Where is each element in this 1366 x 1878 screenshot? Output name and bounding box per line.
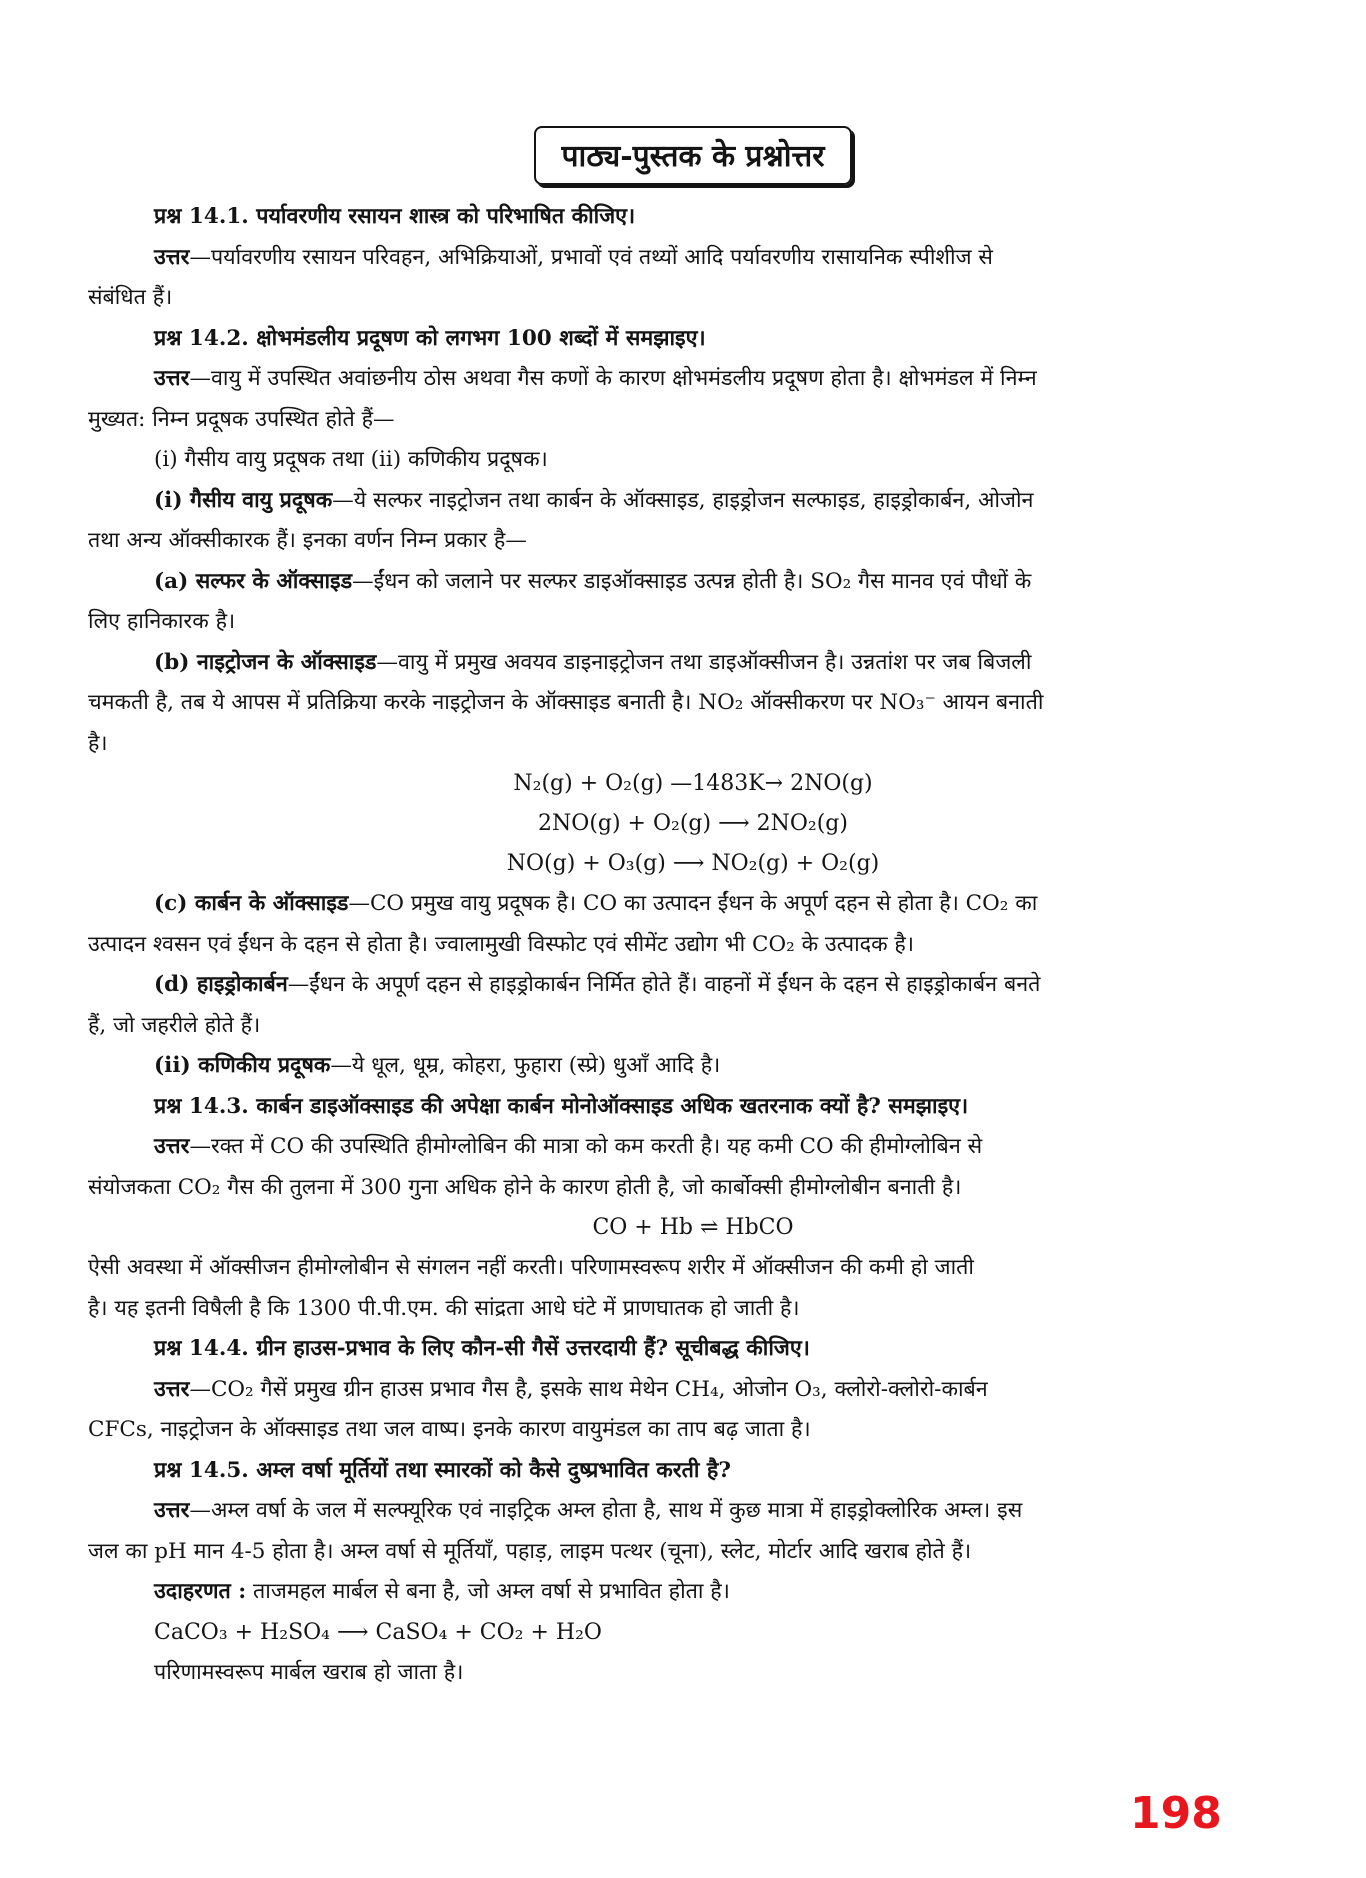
- page-title: पाठ्य-पुस्तक के प्रश्नोत्तर: [534, 126, 853, 185]
- line-text: —CO प्रमुख वायु प्रदूषक है। CO का उत्पादन ईंधन के अपूर्ण दहन से होता है। CO₂ का: [348, 891, 1038, 916]
- bold-lead: (b) नाइट्रोजन के ऑक्साइड: [154, 649, 377, 675]
- text-line: [88, 1329, 1298, 1370]
- bold-lead: (c) कार्बन के ऑक्साइड: [154, 891, 349, 916]
- text-line: [88, 1248, 1298, 1289]
- line-text: संबंधित हैं।: [88, 285, 173, 310]
- text-line: [88, 602, 1298, 643]
- text-line: [88, 481, 1298, 522]
- line-text: तथा अन्य ऑक्सीकारक हैं। इनका वर्णन निम्न प्रकार है—: [88, 528, 527, 553]
- block-1: [88, 197, 1298, 764]
- text-line: [88, 683, 1298, 724]
- text-line: [88, 562, 1298, 603]
- block-2: [88, 884, 1298, 1208]
- equation-5: CaCO₃ + H₂SO₄ ⟶ CaSO₄ + CO₂ + H₂O: [154, 1619, 602, 1645]
- line-text: —ये धूल, धूम्र, कोहरा, फुहारा (स्प्रे) धुआँ आदि है।: [330, 1053, 721, 1078]
- text-line: [88, 1451, 1298, 1492]
- last-line: परिणामस्वरूप मार्बल खराब हो जाता है।: [154, 1659, 464, 1685]
- bold-lead: उदाहरणत :: [154, 1579, 247, 1604]
- equation-4: CO + Hb ⇌ HbCO: [592, 1215, 794, 1240]
- line-text: —CO₂ गैसें प्रमुख ग्रीन हाउस प्रभाव गैस है, इसके साथ मेथेन CH₄, ओजोन O₃, क्लोरो-क्लोरो-कार्बन: [189, 1376, 988, 1402]
- line-text: —ईंधन को जलाने पर सल्फर डाइऑक्साइड उत्पन्न होती है। SO₂ गैस मानव एवं पौधों के: [352, 568, 1032, 594]
- text-line: [88, 521, 1298, 562]
- line-text: —रक्त में CO की उपस्थिति हीमोग्लोबिन की मात्रा को कम करती है। यह कमी CO की हीमोग्लोबिन से: [189, 1134, 983, 1159]
- line-text: —वायु में प्रमुख अवयव डाइनाइट्रोजन तथा डाइऑक्सीजन है। उन्नतांश पर जब बिजली: [376, 649, 1032, 675]
- line-text: ताजमहल मार्बल से बना है, जो अम्ल वर्षा से प्रभावित होता है।: [246, 1579, 730, 1604]
- line-text: —अम्ल वर्षा के जल में सल्फ्यूरिक एवं नाइट्रिक अम्ल होता है, साथ में कुछ मात्रा में हाइड्रोक्लोरिक अम्ल। इस: [189, 1498, 1023, 1523]
- line-text: उत्पादन श्वसन एवं ईंधन के दहन से होता है। ज्वालामुखी विस्फोट एवं सीमेंट उद्योग भी CO₂ के उत्पादक है।: [88, 931, 914, 957]
- bold-lead: (d) हाइड्रोकार्बन: [154, 972, 288, 997]
- line-text: लिए हानिकारक है।: [88, 609, 236, 634]
- line-text: मुख्यत: निम्न प्रदूषक उपस्थित होते हैं—: [88, 406, 395, 432]
- line-text: संयोजकता CO₂ गैस की तुलना में 300 गुना अधिक होने के कारण होती है, जो कार्बोक्सी हीमोग्लोबीन बनाती है।: [88, 1174, 962, 1200]
- equation-2: 2NO(g) + O₂(g) ⟶ 2NO₂(g): [538, 811, 848, 836]
- bold-lead: (i) गैसीय वायु प्रदूषक: [154, 487, 333, 513]
- line-text: ऐसी अवस्था में ऑक्सीजन हीमोग्लोबीन से संगलन नहीं करती। परिणामस्वरूप शरीर में ऑक्सीजन की कमी हो जाती: [88, 1255, 974, 1280]
- bold-lead: उत्तर: [154, 1376, 190, 1402]
- text-line: [88, 400, 1298, 441]
- bold-lead: प्रश्न 14.1. पर्यावरणीय रसायन शास्त्र को परिभाषित कीजिए।: [154, 204, 636, 229]
- text-line: [88, 1532, 1298, 1573]
- line-text: जल का pH मान 4-5 होता है। अम्ल वर्षा से मूर्तियाँ, पहाड़, लाइम पत्थर (चूना), स्लेट, मोर्टार आदि खराब होते हैं।: [88, 1538, 972, 1564]
- block-3: [88, 1248, 1298, 1613]
- line-text: CFCs, नाइट्रोजन के ऑक्साइड तथा जल वाष्प। इनके कारण वायुमंडल का ताप बढ़ जाता है।: [88, 1417, 811, 1442]
- line-text: —ये सल्फर नाइट्रोजन तथा कार्बन के ऑक्साइड, हाइड्रोजन सल्फाइड, हाइड्रोकार्बन, ओजोन: [332, 487, 1034, 513]
- text-line: [88, 1046, 1298, 1087]
- text-line: [88, 1006, 1298, 1047]
- text-line: [88, 1572, 1298, 1613]
- page-number: 198: [1130, 1788, 1222, 1839]
- bold-lead: उत्तर: [154, 1498, 190, 1523]
- bold-lead: उत्तर: [154, 244, 190, 270]
- text-line: [88, 724, 1298, 765]
- text-line: [88, 925, 1298, 966]
- bold-lead: प्रश्न 14.4. ग्रीन हाउस-प्रभाव के लिए कौन-सी गैसें उत्तरदायी हैं? सूचीबद्ध कीजिए।: [154, 1336, 810, 1361]
- line-text: है। यह इतनी विषैली है कि 1300 पी.पी.एम. की सांद्रता आधे घंटे में प्राणघातक हो जाती है।: [88, 1295, 800, 1321]
- equation-1: N₂(g) + O₂(g) —1483K→ 2NO(g): [513, 771, 873, 796]
- line-text: (i) गैसीय वायु प्रदूषक तथा (ii) कणिकीय प्रदूषक।: [154, 447, 548, 472]
- bold-lead: (ii) कणिकीय प्रदूषक: [154, 1053, 331, 1078]
- title-wrap: [88, 126, 1298, 185]
- text-line: [88, 319, 1298, 360]
- bold-lead: प्रश्न 14.2. क्षोभमंडलीय प्रदूषण को लगभग 100 शब्दों में समझाइए।: [154, 325, 706, 351]
- line-text: चमकती है, तब ये आपस में प्रतिक्रिया करके नाइट्रोजन के ऑक्साइड बनाती है। NO₂ ऑक्सीकरण पर NO₃⁻ आयन बनाती: [88, 690, 1044, 715]
- text-line: [88, 440, 1298, 481]
- text-line: [88, 278, 1298, 319]
- text-line: [88, 1087, 1298, 1128]
- text-line: [88, 884, 1298, 925]
- line-text: —वायु में उपस्थित अवांछनीय ठोस अथवा गैस कणों के कारण क्षोभमंडलीय प्रदूषण होता है। क्षोभमंडल में निम्न: [189, 366, 1037, 391]
- text-line: [88, 1370, 1298, 1411]
- document-page: [88, 0, 1298, 1693]
- bold-lead: उत्तर: [154, 1134, 190, 1159]
- text-line: [88, 1410, 1298, 1451]
- text-line: [88, 359, 1298, 400]
- text-line: [88, 238, 1298, 279]
- text-line: [88, 1127, 1298, 1168]
- line-text: —पर्यावरणीय रसायन परिवहन, अभिक्रियाओं, प्रभावों एवं तथ्यों आदि पर्यावरणीय रासायनिक स्पीशीज से: [189, 244, 993, 270]
- equation-3: NO(g) + O₃(g) ⟶ NO₂(g) + O₂(g): [506, 851, 880, 876]
- bold-lead: उत्तर: [154, 366, 190, 391]
- line-text: —ईंधन के अपूर्ण दहन से हाइड्रोकार्बन निर्मित होते हैं। वाहनों में ईंधन के दहन से हाइड्रोकार्बन बनते: [287, 972, 1041, 997]
- bold-lead: प्रश्न 14.5. अम्ल वर्षा मूर्तियों तथा स्मारकों को कैसे दुष्प्रभावित करती है?: [154, 1457, 731, 1483]
- text-line: [88, 1491, 1298, 1532]
- bold-lead: प्रश्न 14.3. कार्बन डाइऑक्साइड की अपेक्षा कार्बन मोनोऑक्साइड अधिक खतरनाक क्यों है? समझाइए।: [154, 1093, 969, 1119]
- text-line: [88, 643, 1298, 684]
- text-line: [88, 965, 1298, 1006]
- text-line: [88, 1168, 1298, 1209]
- bold-lead: (a) सल्फर के ऑक्साइड: [154, 568, 353, 594]
- line-text: हैं, जो जहरीले होते हैं।: [88, 1012, 261, 1038]
- text-line: [88, 197, 1298, 238]
- text-line: [88, 1289, 1298, 1330]
- line-text: है।: [88, 730, 108, 756]
